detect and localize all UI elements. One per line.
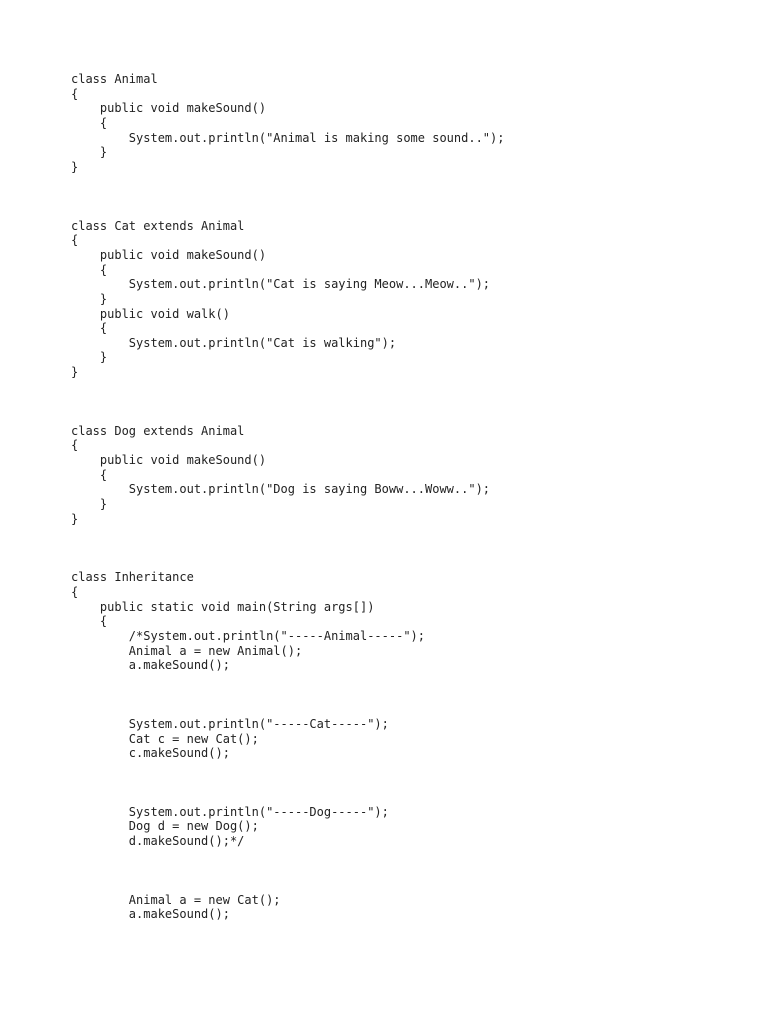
code-line: System.out.println("-----Dog-----"); <box>71 804 389 819</box>
code-line: class Cat extends Animal <box>71 218 245 233</box>
blank-line <box>71 175 504 190</box>
code-listing <box>71 72 504 922</box>
blank-line <box>71 526 504 541</box>
code-line: } <box>71 145 108 160</box>
code-line: public void makeSound() <box>71 453 267 468</box>
code-line: public static void main(String args[]) <box>71 599 375 614</box>
blank-line <box>71 409 504 424</box>
code-line: System.out.println("-----Cat-----"); <box>71 716 389 731</box>
code-line: { <box>71 86 79 101</box>
code-line: class Dog extends Animal <box>71 423 245 438</box>
code-line: class Inheritance <box>71 570 194 585</box>
blank-line <box>71 541 504 556</box>
blank-line <box>71 863 504 878</box>
code-line: } <box>71 365 79 380</box>
blank-line <box>71 878 504 893</box>
blank-line <box>71 688 504 703</box>
blank-line <box>71 204 504 219</box>
blank-line <box>71 189 504 204</box>
code-line: } <box>71 511 79 526</box>
code-line: public void makeSound() <box>71 247 267 262</box>
code-line: { <box>71 262 108 277</box>
code-line: System.out.println("Animal is making some sound.."); <box>71 130 505 145</box>
blank-line <box>71 556 504 571</box>
blank-line <box>71 761 504 776</box>
code-line: /*System.out.println("-----Animal-----"); <box>71 628 426 643</box>
code-line: class Animal <box>71 72 158 86</box>
code-line: System.out.println("Cat is saying Meow...Meow.."); <box>71 277 491 292</box>
code-line: } <box>71 159 79 174</box>
code-line: { <box>71 321 108 336</box>
code-line: System.out.println("Dog is saying Boww...Woww.."); <box>71 482 491 497</box>
blank-line <box>71 673 504 688</box>
code-line: } <box>71 291 108 306</box>
code-line: } <box>71 350 108 365</box>
code-line: { <box>71 233 79 248</box>
code-line: { <box>71 115 108 130</box>
code-line: { <box>71 438 79 453</box>
code-line: } <box>71 497 108 512</box>
code-line: public void makeSound() <box>71 101 267 116</box>
code-line: { <box>71 614 108 629</box>
code-line: d.makeSound();*/ <box>71 834 245 849</box>
blank-line <box>71 702 504 717</box>
code-line: Cat c = new Cat(); <box>71 731 259 746</box>
code-line: Dog d = new Dog(); <box>71 819 259 834</box>
code-line: a.makeSound(); <box>71 658 230 673</box>
code-line: System.out.println("Cat is walking"); <box>71 335 397 350</box>
blank-line <box>71 790 504 805</box>
code-line: Animal a = new Animal(); <box>71 643 303 658</box>
code-line: { <box>71 584 79 599</box>
blank-line <box>71 849 504 864</box>
code-line: Animal a = new Cat(); <box>71 892 281 907</box>
blank-line <box>71 380 504 395</box>
blank-line <box>71 776 504 791</box>
code-line: c.makeSound(); <box>71 746 230 761</box>
code-line: public void walk() <box>71 306 230 321</box>
blank-line <box>71 394 504 409</box>
code-line: { <box>71 467 108 482</box>
code-line: a.makeSound(); <box>71 907 230 922</box>
